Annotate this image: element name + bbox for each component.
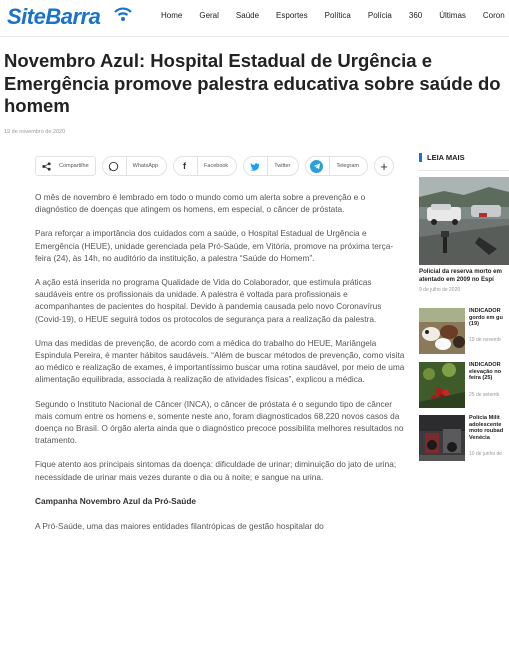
news-date: 25 de setemb: [469, 392, 500, 398]
news-thumbnail[interactable]: [419, 362, 465, 408]
sidebar-divider: [419, 170, 509, 171]
main-nav: [161, 11, 509, 20]
top-bar: [0, 0, 509, 37]
article-body: [35, 191, 406, 544]
logo-text-site: Site: [7, 4, 46, 29]
facebook-share-button[interactable]: [173, 156, 237, 176]
featured-news-date: 9 de julho de 2020: [419, 287, 461, 293]
paragraph: A ação está inserida no programa Qualidade de Vida do Colaborador, que estimula práticas saudáveis entre os profissionais da unidade. A palestra é voltada para profissionais e acompanhantes de pacientes do hospital. Devido à pandemia causada pelo novo Coronavírus (Covid-19), o HEUE seguirá todos os protocolos de segurança para a realização da palestra.: [35, 277, 382, 324]
nav-coronavirus[interactable]: Coron: [482, 11, 505, 20]
nav-home[interactable]: Home: [161, 11, 183, 20]
featured-news-title[interactable]: Policial da reserva morto em atentado em 2009 no Espí: [419, 268, 502, 283]
paragraph: O mês de novembro é lembrado em todo o mundo como um alerta sobre a prevenção e o diagnóstico de doenças que atingem os homens, em especial, o câncer de próstata.: [35, 192, 366, 215]
paragraph: Segundo o Instituto Nacional de Câncer (INCA), o câncer de próstata é o segundo tipo de câncer mais comum entre os homens e, somente neste ano, foram diagnosticados 68.220 novos casos da doença no Brasil. O órgão alerta ainda que o diagnóstico precoce possibilita melhores resultados no tratamento.: [35, 398, 404, 446]
paragraph: Para reforçar a importância dos cuidados com a saúde, o Hospital Estadual de Urgência e Emergência (HEUE), unidade gerenciada pela Pró-Saúde, em Vitória, promove na próxima terça-feira (24), às 14h, no auditório da instituição, a palestra “Saúde do Homem”.: [35, 228, 394, 263]
paragraph: Uma das medidas de prevenção, de acordo com a médica do trabalho do HEUE, Mariângela Espindula Pereira, é manter hábitos saudáveis. “Além de buscar métodos de prevenção, como visita ao médico e realização de exames, é importantíssimo buscar uma rotina saudável, por meio de uma alimentação equilibrada, associada à realização de atividades físicas”, explicou a médica.: [35, 337, 405, 385]
news-title[interactable]: INDICADOR elevação no feira (25): [469, 362, 502, 382]
news-title[interactable]: Polícia Milit adolescente moto roubad Venécia: [469, 415, 504, 441]
paragraph: A Pró-Saúde, uma das maiores entidades filantrópicas de gestão hospitalar do: [35, 521, 324, 532]
sidebar: [419, 153, 509, 457]
featured-news-image[interactable]: [419, 177, 509, 265]
share-label: Compartilhe: [59, 163, 89, 169]
facebook-label: Facebook: [197, 156, 228, 176]
site-logo[interactable]: [7, 4, 100, 30]
paragraph: Fique atento aos principais sintomas da doença: dificuldade de urinar; diminuição do jato de urina; necessidade de urinar mais vezes durante o dia ou à noite; e sangue na urina.: [35, 459, 397, 482]
more-share-button[interactable]: +: [374, 156, 394, 176]
news-thumbnail[interactable]: [419, 308, 465, 354]
news-title[interactable]: INDICADOR gordo em gu (19): [469, 308, 503, 328]
telegram-share-button[interactable]: [305, 156, 368, 176]
nav-politica[interactable]: Política: [324, 11, 351, 20]
news-date: 19 de novemb: [469, 337, 501, 343]
whatsapp-label: WhatsApp: [126, 156, 158, 176]
nav-ultimas[interactable]: Últimas: [439, 11, 466, 20]
nav-360[interactable]: 360: [408, 11, 423, 20]
sidebar-news-item[interactable]: [419, 362, 509, 408]
share-bar: [35, 155, 394, 177]
facebook-icon: f: [183, 161, 187, 171]
article-subheading: Campanha Novembro Azul da Pró-Saúde: [35, 495, 197, 506]
whatsapp-icon: [107, 160, 120, 173]
telegram-icon: [310, 160, 323, 173]
article-title: Novembro Azul: Hospital Estadual de Urgência e Emergência promove palestra educativa sobre saúde do homem: [4, 50, 501, 116]
nav-policia[interactable]: Polícia: [367, 11, 392, 20]
article-date: 19 de novembro de 2020: [4, 129, 66, 135]
sidebar-news-item[interactable]: [419, 415, 509, 461]
wifi-icon: [112, 3, 134, 23]
telegram-label: Telegram: [329, 156, 359, 176]
share-toggle-button[interactable]: [35, 156, 96, 176]
sidebar-heading: LEIA MAIS: [419, 153, 509, 162]
news-date: 10 de junho de: [469, 451, 503, 457]
nav-geral[interactable]: Geral: [199, 11, 219, 20]
twitter-icon: [248, 160, 261, 173]
sidebar-news-item[interactable]: [419, 308, 509, 354]
whatsapp-share-button[interactable]: [102, 156, 167, 176]
nav-saude[interactable]: Saúde: [235, 11, 260, 20]
news-thumbnail[interactable]: [419, 415, 465, 461]
twitter-share-button[interactable]: [243, 156, 299, 176]
share-icon: [42, 162, 51, 171]
logo-text-barra: Barra: [45, 4, 101, 29]
nav-esportes[interactable]: Esportes: [276, 11, 308, 20]
twitter-label: Twitter: [267, 156, 290, 176]
